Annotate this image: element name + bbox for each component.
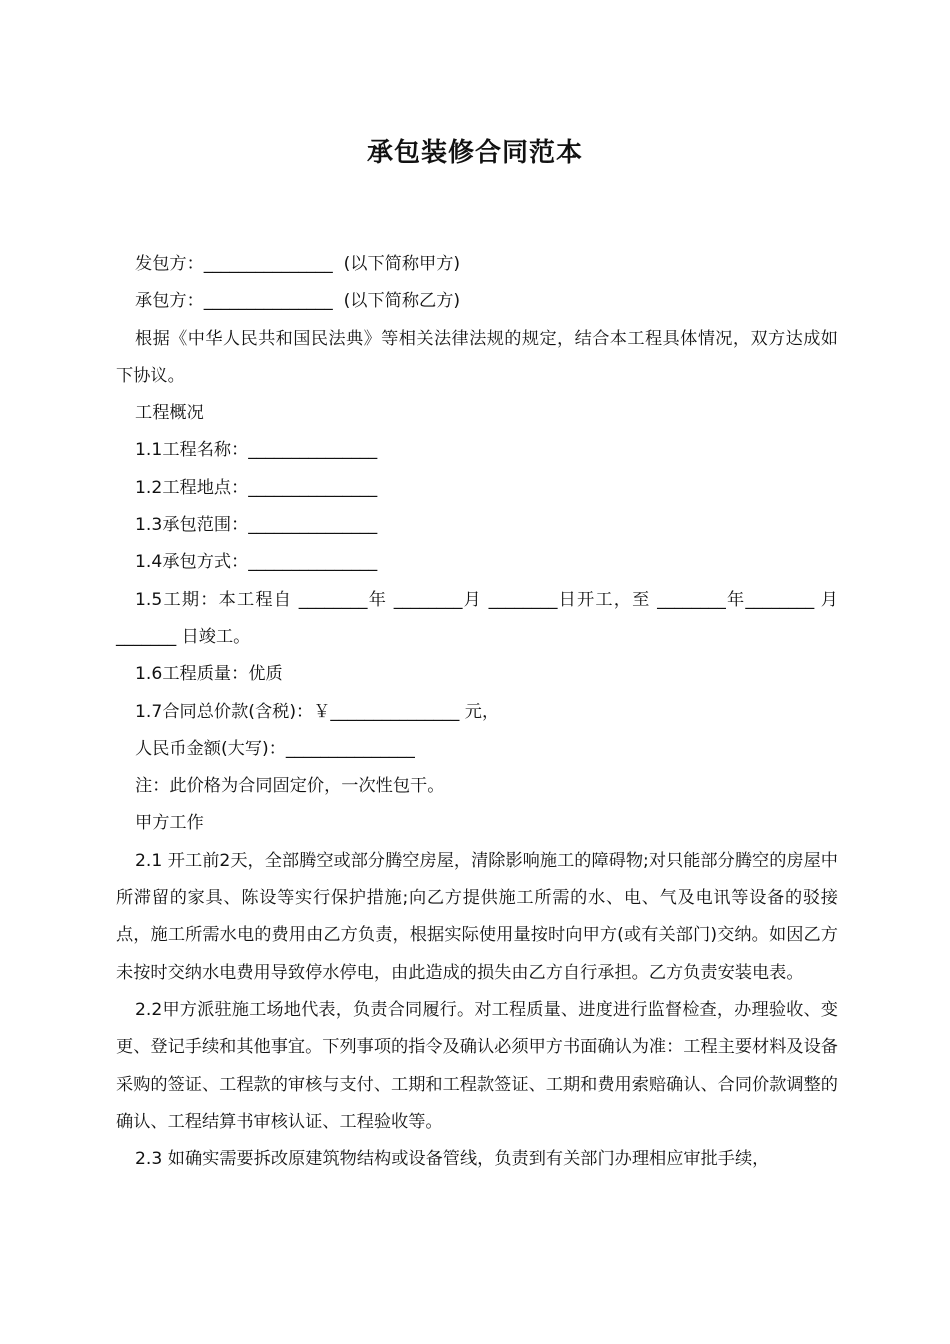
- clause-1-2: 1.2工程地点：_______________: [135, 477, 378, 498]
- document-body: [116, 246, 838, 1178]
- clause-2-3: 2.3 如确实需要拆改原建筑物结构或设备管线，负责到有关部门办理相应审批手续，: [135, 1149, 770, 1170]
- section-heading-overview: 工程概况: [135, 403, 204, 424]
- section-heading-party-a-work: 甲方工作: [135, 813, 204, 834]
- price-note: 注：此价格为合同固定价，一次性包干。: [135, 776, 445, 797]
- clause-1-3: 1.3承包范围：_______________: [135, 515, 378, 536]
- preamble-paragraph: 根据《中华人民共和国民法典》等相关法律法规的规定，结合本工程具体情况，双方达成如下协议。: [116, 328, 838, 386]
- document-title: 承包装修合同范本: [366, 138, 583, 168]
- clause-1-4: 1.4承包方式：_______________: [135, 552, 378, 573]
- amount-in-words: 人民币金额(大写)：_______________: [135, 738, 415, 759]
- clause-2-2: 2.2甲方派驻施工场地代表，负责合同履行。对工程质量、进度进行监督检查，办理验收、变更、登记手续和其他事宜。下列事项的指令及确认必须甲方书面确认为准：工程主要材料及设备采购的签证、工程款的审核与支付、工期和工程款签证、工期和费用索赔确认、合同价款调整的确认、工程结算书审核认证、工程验收等。: [116, 999, 838, 1132]
- clause-1-6: 1.6工程质量：优质: [135, 664, 283, 685]
- clause-1-1: 1.1工程名称：_______________: [135, 440, 378, 461]
- party-a-line: 发包方：_______________ (以下简称甲方): [135, 254, 461, 274]
- party-b-line: 承包方：_______________ (以下简称乙方): [135, 291, 461, 312]
- clause-1-5: 1.5工期：本工程自 ________年 ________月 ________日开工，至 ________年________ 月_______ 日竣工。: [116, 589, 838, 647]
- clause-2-1: 2.1 开工前2天，全部腾空或部分腾空房屋，清除影响施工的障碍物;对只能部分腾空的房屋中所滞留的家具、陈设等实行保护措施;向乙方提供施工所需的水、电、气及电讯等设备的驳接点，施工所需水电的费用由乙方负责，根据实际使用量按时向甲方(或有关部门)交纳。如因乙方未按时交纳水电费用导致停水停电，由此造成的损失由乙方自行承担。乙方负责安装电表。: [116, 850, 838, 983]
- clause-1-7: 1.7合同总价款(含税)：￥_______________ 元，: [135, 701, 500, 722]
